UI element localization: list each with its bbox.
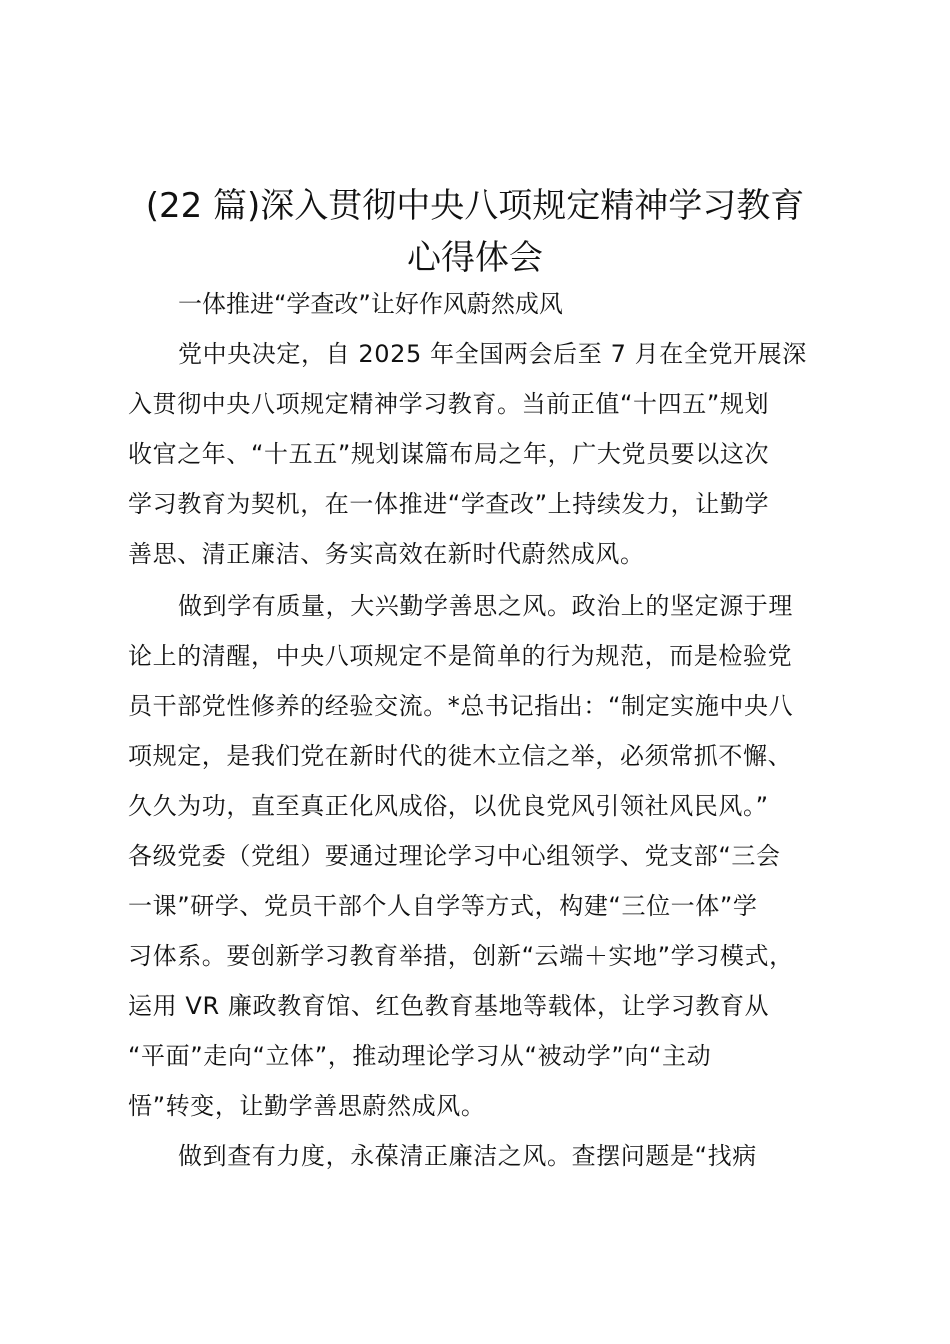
paragraph-1-line: 入贯彻中央八项规定精神学习教育。当前正值“十四五”规划 [128, 390, 770, 418]
paragraph-2-line: 论上的清醒，中央八项规定不是简单的行为规范，而是检验党 [128, 642, 793, 670]
paragraph-1-line: 党中央决定，自 2025 年全国两会后至 7 月在全党开展深 [178, 340, 807, 368]
paragraph-2-line: 久久为功，直至真正化风成俗，以优良党风引领社风民风。” [128, 792, 769, 820]
paragraph-1-line: 收官之年、“十五五”规划谋篇布局之年，广大党员要以这次 [128, 440, 770, 468]
paragraph-1-line: 学习教育为契机，在一体推进“学查改”上持续发力，让勤学 [128, 490, 770, 518]
paragraph-2-line: 一课”研学、党员干部个人自学等方式，构建“三位一体”学 [128, 892, 758, 920]
paragraph-3-line: 做到查有力度，永葆清正廉洁之风。查摆问题是“找病 [178, 1142, 757, 1170]
document-title-line-1: (22 篇)深入贯彻中央八项规定精神学习教育 [145, 186, 805, 226]
paragraph-1-line: 善思、清正廉洁、务实高效在新时代蔚然成风。 [128, 540, 645, 568]
document-title-line-2: 心得体会 [407, 238, 543, 278]
paragraph-2-line: 运用 VR 廉政教育馆、红色教育基地等载体，让学习教育从 [128, 992, 770, 1020]
paragraph-2-line: 员干部党性修养的经验交流。*总书记指出：“制定实施中央八 [128, 692, 794, 720]
paragraph-2-line: 习体系。要创新学习教育举措，创新“云端＋实地”学习模式， [128, 942, 794, 970]
paragraph-2-line: “平面”走向“立体”，推动理论学习从“被动学”向“主动 [128, 1042, 712, 1070]
paragraph-2-line: 各级党委（党组）要通过理论学习中心组领学、党支部“三会 [128, 842, 781, 870]
document-subtitle: 一体推进“学查改”让好作风蔚然成风 [178, 290, 563, 318]
paragraph-2-line: 项规定，是我们党在新时代的徙木立信之举，必须常抓不懈、 [128, 742, 793, 770]
paragraph-2-line: 做到学有质量，大兴勤学善思之风。政治上的坚定源于理 [178, 592, 793, 620]
paragraph-2-line: 悟”转变，让勤学善思蔚然成风。 [128, 1092, 486, 1120]
